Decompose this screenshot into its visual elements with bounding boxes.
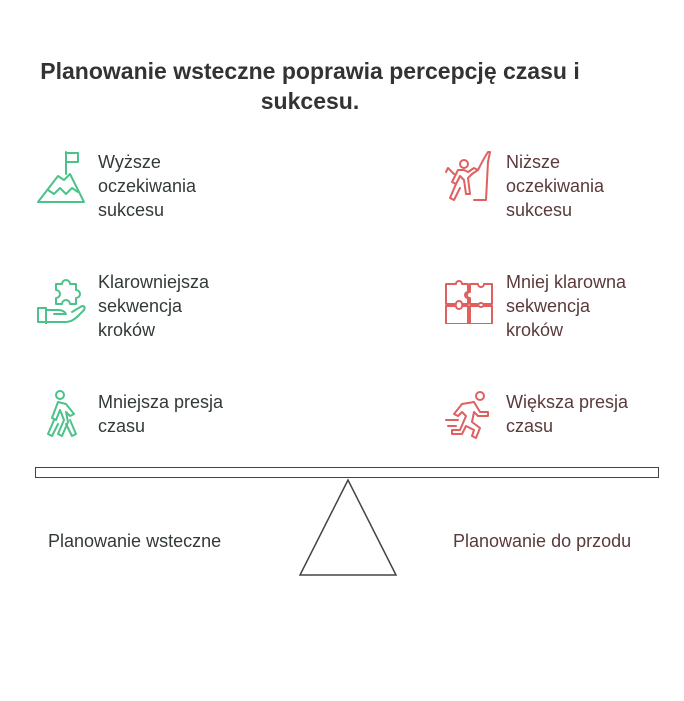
seesaw-fulcrum bbox=[298, 478, 398, 578]
left-item-label: Mniejsza presja czasu bbox=[98, 392, 224, 436]
backward-planning-label: Planowanie wsteczne bbox=[48, 531, 222, 551]
right-item-label: Większa presja czasu bbox=[506, 392, 629, 436]
walking-person-icon bbox=[36, 390, 88, 444]
hand-puzzle-icon bbox=[36, 270, 88, 324]
puzzle-pieces-icon bbox=[444, 270, 496, 324]
page-title: Planowanie wsteczne poprawia percepcję czasu i sukcesu. bbox=[40, 58, 580, 114]
forward-planning-label: Planowanie do przodu bbox=[453, 531, 632, 551]
running-person-icon bbox=[444, 390, 496, 444]
left-item-label: Wyższe oczekiwania sukcesu bbox=[98, 152, 197, 220]
right-item-label: Niższe oczekiwania sukcesu bbox=[506, 152, 605, 220]
climbing-person-icon bbox=[444, 150, 496, 204]
right-item-label: Mniej klarowna sekwencja kroków bbox=[506, 272, 627, 340]
left-item-label: Klarowniejsza sekwencja kroków bbox=[98, 272, 210, 340]
seesaw-beam bbox=[35, 467, 659, 478]
mountain-flag-icon bbox=[36, 150, 88, 204]
